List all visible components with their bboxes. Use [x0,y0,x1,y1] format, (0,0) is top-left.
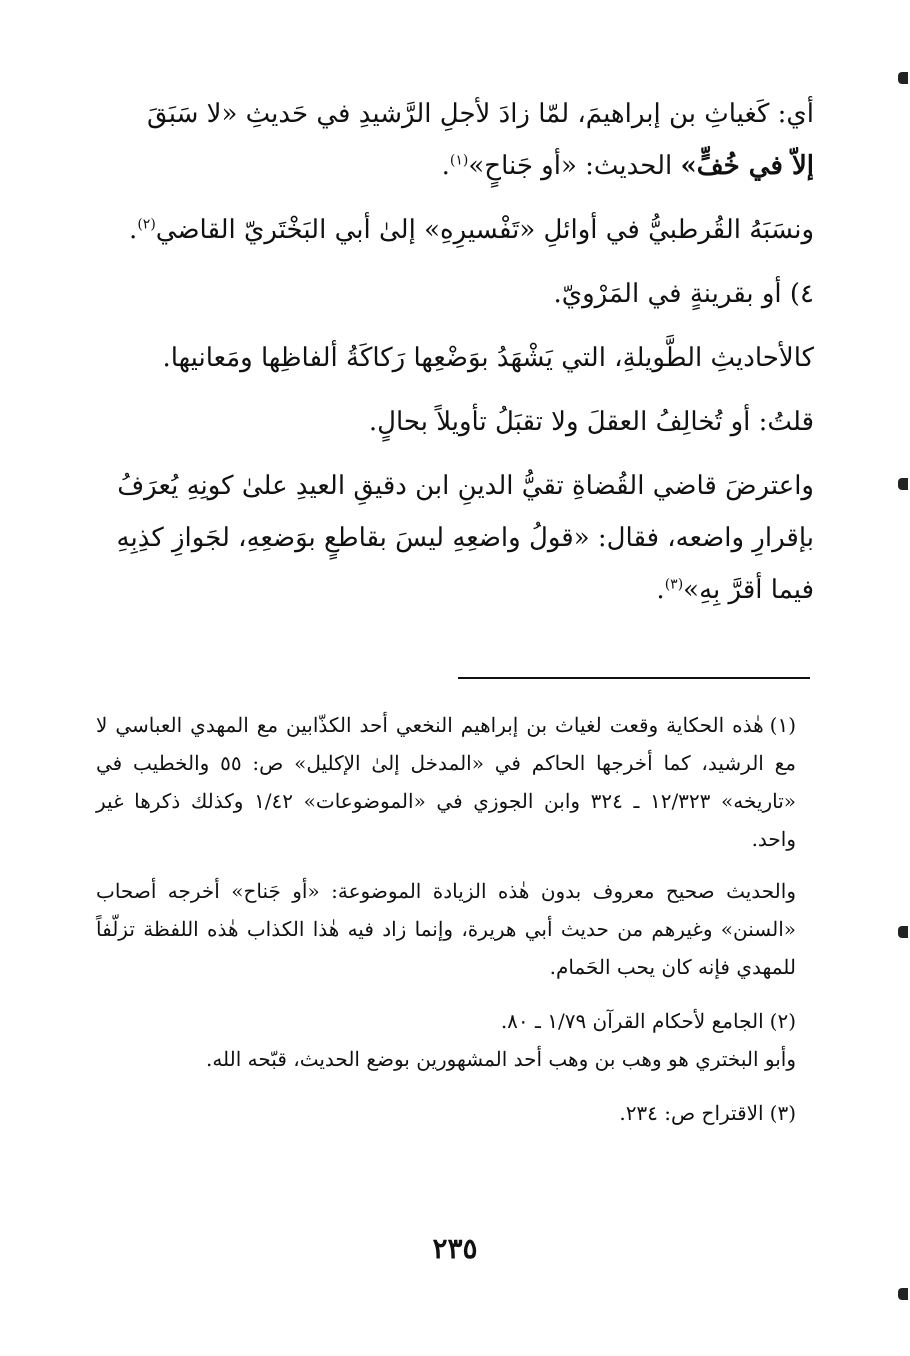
scan-edge-mark [898,926,908,938]
footnote-ref-1[interactable]: (١) [449,152,469,169]
paragraph-5: قلتُ: أو تُخالِفُ العقلَ ولا تقبَلُ تأويلاً بحالٍ. [368,407,814,437]
footnote-1-text: هٰذه الحكاية وقعت لغياث بن إبراهيم النخعي أحد الكذّابين مع المهدي العباسي لا مع الرشيد، كما أخرجها الحاكم في «المدخل إلىٰ الإكليل» ص: ٥٥ والخطيب في «تاريخه» ١٢/٣٢٣ ـ ٣٢٤ وابن الجوزي في «الموضوعات» ١/٤٢ وكذلك ذكرها غير واحد. [96,713,796,851]
paragraph-6-line-3-text: فيما أقرَّ بِهِ» [683,575,814,605]
footnote-2-continuation: وأبو البختري هو وهب بن وهب أحد المشهورين بوضع الحديث، قبّحه الله. [205,1047,796,1071]
footnote-2-text: الجامع لأحكام القرآن ١/٧٩ ـ ٨٠. [500,1009,764,1033]
paragraph-1-line-2-text: الحديث: «أو جَناحٍ» [468,151,681,181]
scan-edge-mark [898,1288,908,1300]
paragraph-6-line-3 [96,564,814,616]
paragraph-6-end: . [656,575,665,605]
footnote-1-number: (١) [769,713,796,737]
scan-edge-mark [898,478,908,490]
paragraph-2 [96,204,814,256]
paragraph-1-line-1: أي: كَغياثِ بن إبراهيمَ، لمّا زادَ لأجلِ الرَّشيدِ في حَديثِ «لا سَبَقَ [147,99,814,129]
paragraph-1-end: . [441,151,450,181]
footnote-2 [96,1002,796,1040]
footnote-3 [96,1094,796,1132]
paragraph-1-line-2 [96,140,814,192]
footnote-2-number: (٢) [769,1009,796,1033]
footnote-1-continuation: والحديث صحيح معروف بدون هٰذه الزيادة الموضوعة: «أو جَناح» أخرجه أصحاب «السنن» وغيرهم من حديث أبي هريرة، وإنما زاد فيه هٰذا الكذاب هٰذه اللفظة تزلّفاً للمهدي فإنه كان يحب الحَمام. [96,879,796,979]
page-number: ٢٣٥ [432,1232,478,1265]
footnote-divider [458,677,810,679]
footnote-3-text: الاقتراح ص: ٢٣٤. [619,1101,764,1125]
paragraph-6 [96,460,814,616]
paragraph-4: كالأحاديثِ الطَّويلةِ، التي يَشْهَدُ بوَضْعِها رَكاكَةُ ألفاظِها ومَعانيها. [162,343,814,373]
footnotes-section [96,706,796,1146]
scan-edge-mark [898,72,908,84]
paragraph-2-text: ونسَبَهُ القُرطبيُّ في أوائلِ «تَفْسيرِهِ» إلىٰ أبي البَخْتَريّ القاضي [155,215,814,245]
footnote-3-number: (٣) [769,1101,796,1125]
paragraph-6-line-1: واعترضَ قاضي القُضاةِ تقيُّ الدينِ ابن دقيقِ العيدِ علىٰ كونِهِ يُعرَفُ [117,471,814,501]
paragraph-2-end: . [129,215,138,245]
footnote-ref-3[interactable]: (٣) [664,576,684,593]
paragraph-6-line-2: بإقرارِ واضعه، فقال: «قولُ واضعِهِ ليسَ بقاطعٍ بوَضعِهِ، لجَوازِ كذِبِهِ [116,523,814,553]
main-text-body [96,88,814,628]
hadith-quote: إلاّ في خُفٍّ» [680,151,814,181]
paragraph-1 [96,88,814,192]
paragraph-3: ٤) أو بقرينةٍ في المَرْويّ. [553,279,814,309]
footnote-1 [96,706,796,858]
footnote-ref-2[interactable]: (٢) [137,216,156,233]
